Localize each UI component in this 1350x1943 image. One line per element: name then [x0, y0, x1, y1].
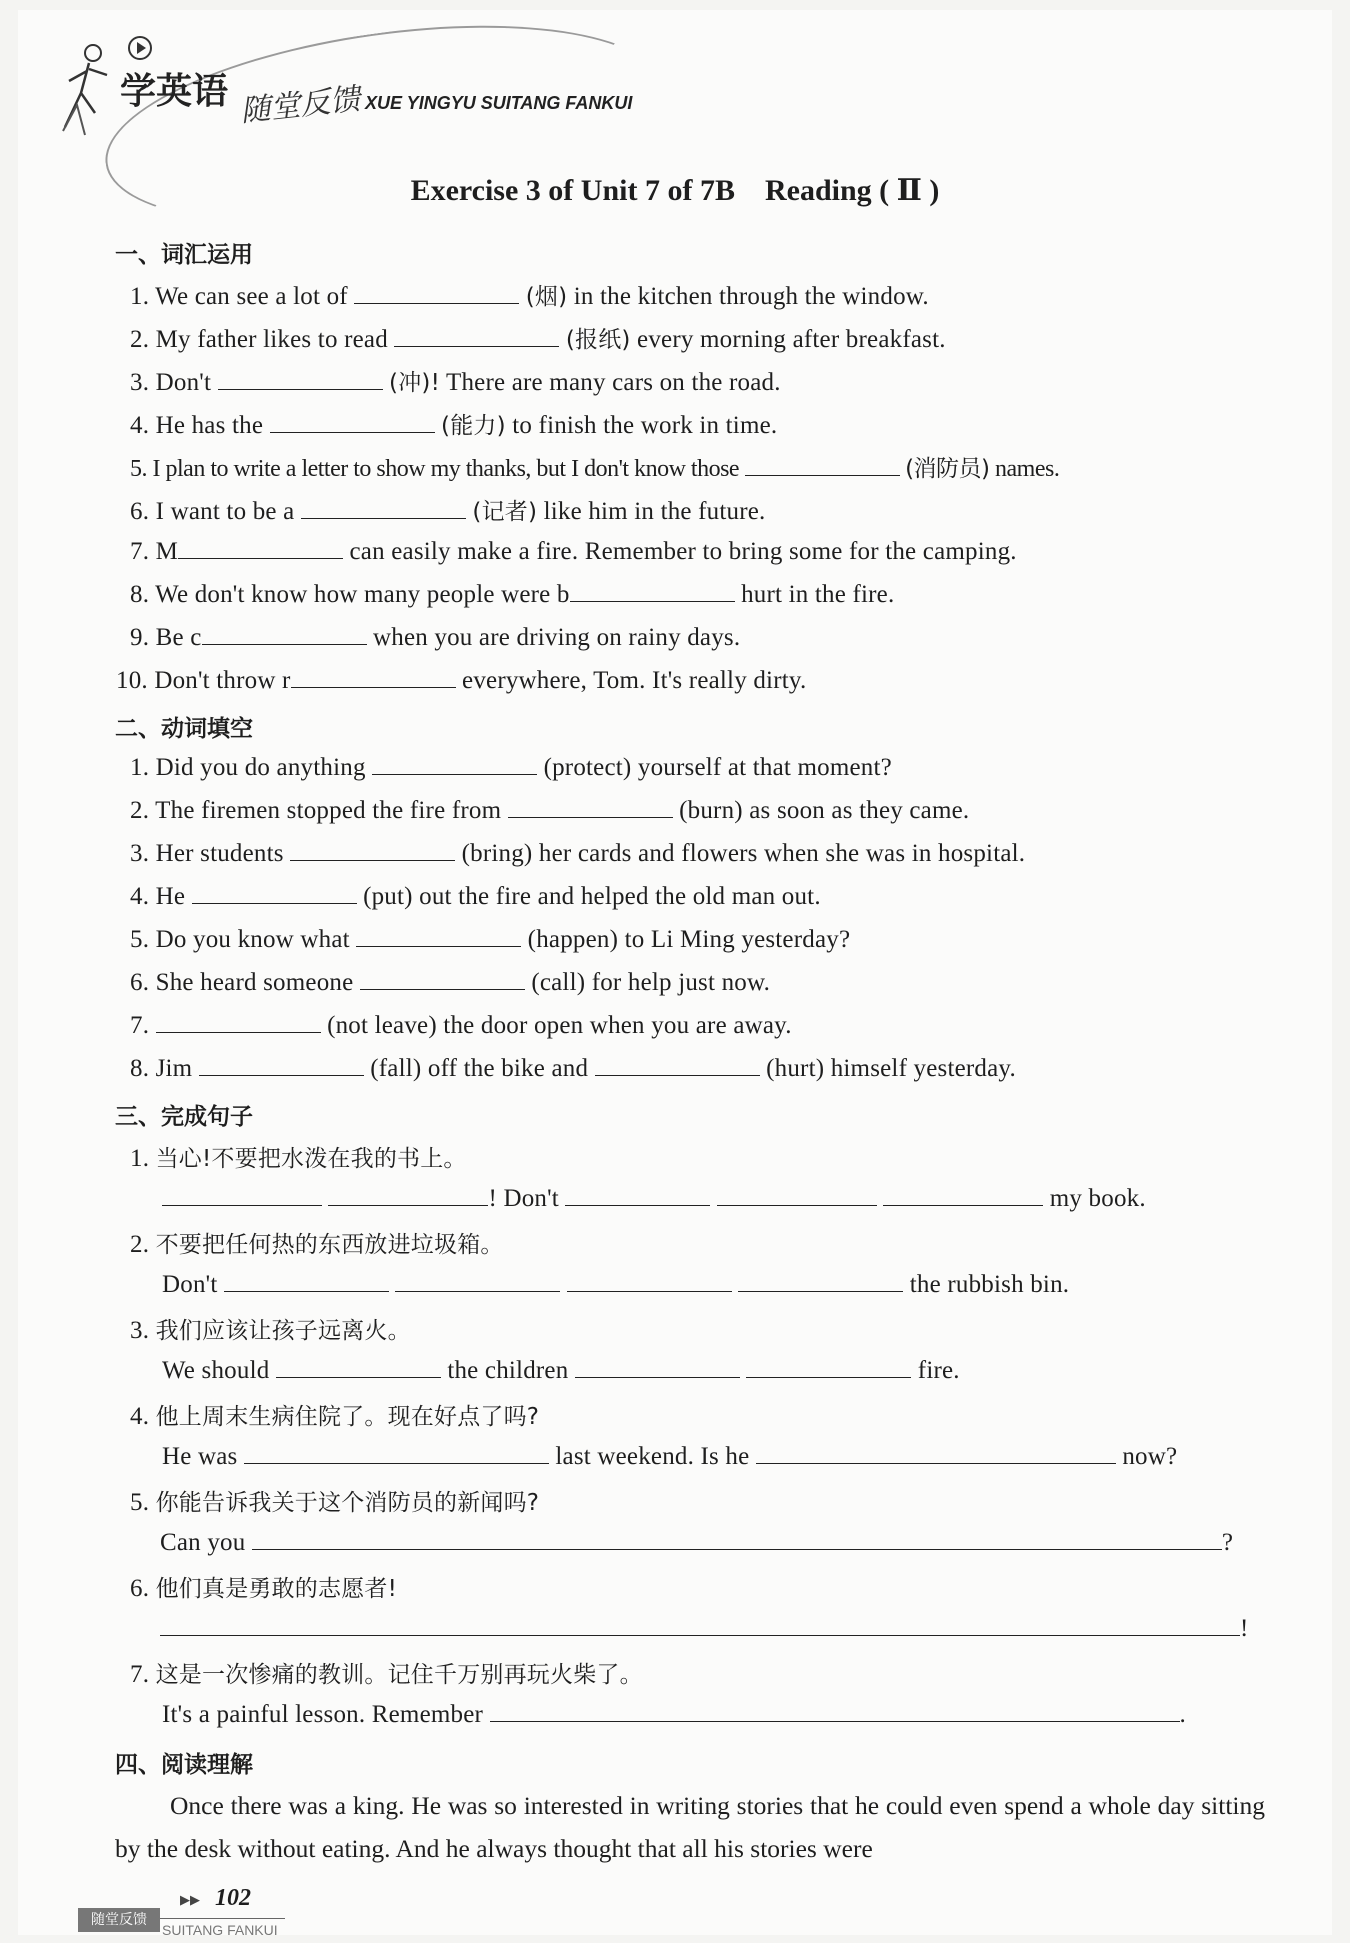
sentence-item-3-en: We should the children fire.	[162, 1357, 960, 1384]
answer-blank[interactable]	[360, 967, 525, 990]
vocab-item-5: 5. I plan to write a letter to show my thanks, but I don't know those (消防员) names.	[130, 450, 1059, 483]
answer-blank[interactable]	[301, 496, 466, 519]
runner-figure-icon	[55, 35, 125, 145]
header-cn-title: 学英语	[120, 71, 229, 112]
sentence-item-3-cn: 3. 我们应该让孩子远离火。	[130, 1317, 411, 1344]
footer-subtitle: SUITANG FANKUI	[162, 1922, 278, 1938]
answer-blank[interactable]	[508, 795, 673, 818]
answer-blank[interactable]	[276, 1355, 441, 1378]
verb-item-1: 1. Did you do anything (protect) yourself at that moment?	[130, 754, 892, 781]
vocab-item-1: 1. We can see a lot of (烟) in the kitchen through the window.	[130, 283, 929, 310]
verb-item-3: 3. Her students (bring) her cards and flowers when she was in hospital.	[130, 840, 1026, 867]
answer-blank[interactable]	[356, 924, 521, 947]
answer-blank[interactable]	[270, 410, 435, 433]
answer-blank[interactable]	[394, 324, 559, 347]
answer-blank[interactable]	[156, 1010, 321, 1033]
vocab-item-10: 10. Don't throw r everywhere, Tom. It's really dirty.	[116, 667, 807, 694]
answer-blank[interactable]	[162, 1183, 322, 1206]
verb-item-5: 5. Do you know what (happen) to Li Ming yesterday?	[130, 926, 851, 953]
page-number: 102	[215, 1885, 251, 1911]
answer-blank[interactable]	[252, 1527, 1222, 1550]
section-heading-verbs: 二、动词填空	[115, 716, 253, 742]
vocab-item-2: 2. My father likes to read (报纸) every morning after breakfast.	[130, 326, 946, 353]
vocab-item-4: 4. He has the (能力) to finish the work in time.	[130, 412, 778, 439]
answer-blank[interactable]	[745, 453, 900, 476]
answer-blank[interactable]	[160, 1613, 1240, 1636]
answer-blank[interactable]	[199, 1053, 364, 1076]
sentence-item-7-cn: 7. 这是一次惨痛的教训。记住千万别再玩火柴了。	[130, 1661, 643, 1688]
answer-blank[interactable]	[244, 1441, 549, 1464]
header-pinyin: XUE YINGYU SUITANG FANKUI	[365, 93, 633, 113]
answer-blank[interactable]	[570, 579, 735, 602]
vocab-item-7: 7. M can easily make a fire. Remember to bring some for the camping.	[130, 538, 1017, 565]
answer-blank[interactable]	[567, 1269, 732, 1292]
verb-item-8: 8. Jim (fall) off the bike and (hurt) himself yesterday.	[130, 1055, 1016, 1082]
footer-arrow-icon: ▶▶	[180, 1892, 200, 1907]
answer-blank[interactable]	[202, 622, 367, 645]
answer-blank[interactable]	[354, 281, 519, 304]
sentence-item-2-cn: 2. 不要把任何热的东西放进垃圾箱。	[130, 1231, 504, 1258]
exercise-title: Exercise 3 of Unit 7 of 7B Reading ( Ⅱ )	[410, 174, 940, 207]
answer-blank[interactable]	[883, 1183, 1043, 1206]
answer-blank[interactable]	[746, 1355, 911, 1378]
sentence-item-7-en: It's a painful lesson. Remember .	[162, 1701, 1186, 1728]
vocab-item-3: 3. Don't (冲)! There are many cars on the road.	[130, 369, 781, 396]
sentence-item-1-cn: 1. 当心!不要把水泼在我的书上。	[130, 1145, 467, 1172]
verb-item-2: 2. The firemen stopped the fire from (burn) as soon as they came.	[130, 797, 970, 824]
answer-blank[interactable]	[328, 1183, 488, 1206]
answer-blank[interactable]	[218, 367, 383, 390]
answer-blank[interactable]	[395, 1269, 560, 1292]
play-icon	[125, 33, 155, 63]
answer-blank[interactable]	[575, 1355, 740, 1378]
footer-badge: 随堂反馈	[78, 1908, 160, 1932]
answer-blank[interactable]	[178, 536, 343, 559]
vocab-item-9: 9. Be c when you are driving on rainy days.	[130, 624, 741, 651]
section-heading-sentences: 三、完成句子	[115, 1104, 253, 1130]
footer-divider	[160, 1918, 285, 1919]
answer-blank[interactable]	[290, 838, 455, 861]
series-header	[55, 25, 675, 135]
sentence-item-1-en: ! Don't my book.	[162, 1183, 1146, 1213]
answer-blank[interactable]	[717, 1183, 877, 1206]
answer-blank[interactable]	[565, 1183, 710, 1206]
answer-blank[interactable]	[738, 1269, 903, 1292]
answer-blank[interactable]	[490, 1699, 1180, 1722]
section-heading-vocabulary: 一、词汇运用	[115, 242, 253, 268]
reading-paragraph: Once there was a king. He was so interested in writing stories that he could even spend a whole day sitting by the desk without eating. And he always thought that all his stories were	[115, 1791, 1265, 1863]
answer-blank[interactable]	[372, 752, 537, 775]
vocab-item-8: 8. We don't know how many people were b hurt in the fire.	[130, 581, 895, 608]
vocab-item-6: 6. I want to be a (记者) like him in the future.	[130, 498, 766, 525]
sentence-item-4-en: He was last weekend. Is he now?	[162, 1443, 1178, 1470]
sentence-item-5-en: Can you ?	[160, 1529, 1234, 1556]
sentence-item-6-en: !	[160, 1613, 1249, 1643]
answer-blank[interactable]	[595, 1053, 760, 1076]
section-heading-reading: 四、阅读理解	[115, 1752, 253, 1778]
sentence-item-6-cn: 6. 他们真是勇敢的志愿者!	[130, 1575, 398, 1602]
answer-blank[interactable]	[224, 1269, 389, 1292]
sentence-item-5-cn: 5. 你能告诉我关于这个消防员的新闻吗?	[130, 1489, 540, 1516]
header-cn-subtitle: 随堂反馈	[238, 81, 362, 130]
answer-blank[interactable]	[291, 665, 456, 688]
verb-item-4: 4. He (put) out the fire and helped the old man out.	[130, 883, 821, 910]
sentence-item-4-cn: 4. 他上周末生病住院了。现在好点了吗?	[130, 1403, 540, 1430]
sentence-item-2-en: Don't the rubbish bin.	[162, 1271, 1070, 1298]
verb-item-6: 6. She heard someone (call) for help just now.	[130, 969, 771, 996]
answer-blank[interactable]	[756, 1441, 1116, 1464]
verb-item-7: 7. (not leave) the door open when you are away.	[130, 1012, 792, 1039]
answer-blank[interactable]	[192, 881, 357, 904]
